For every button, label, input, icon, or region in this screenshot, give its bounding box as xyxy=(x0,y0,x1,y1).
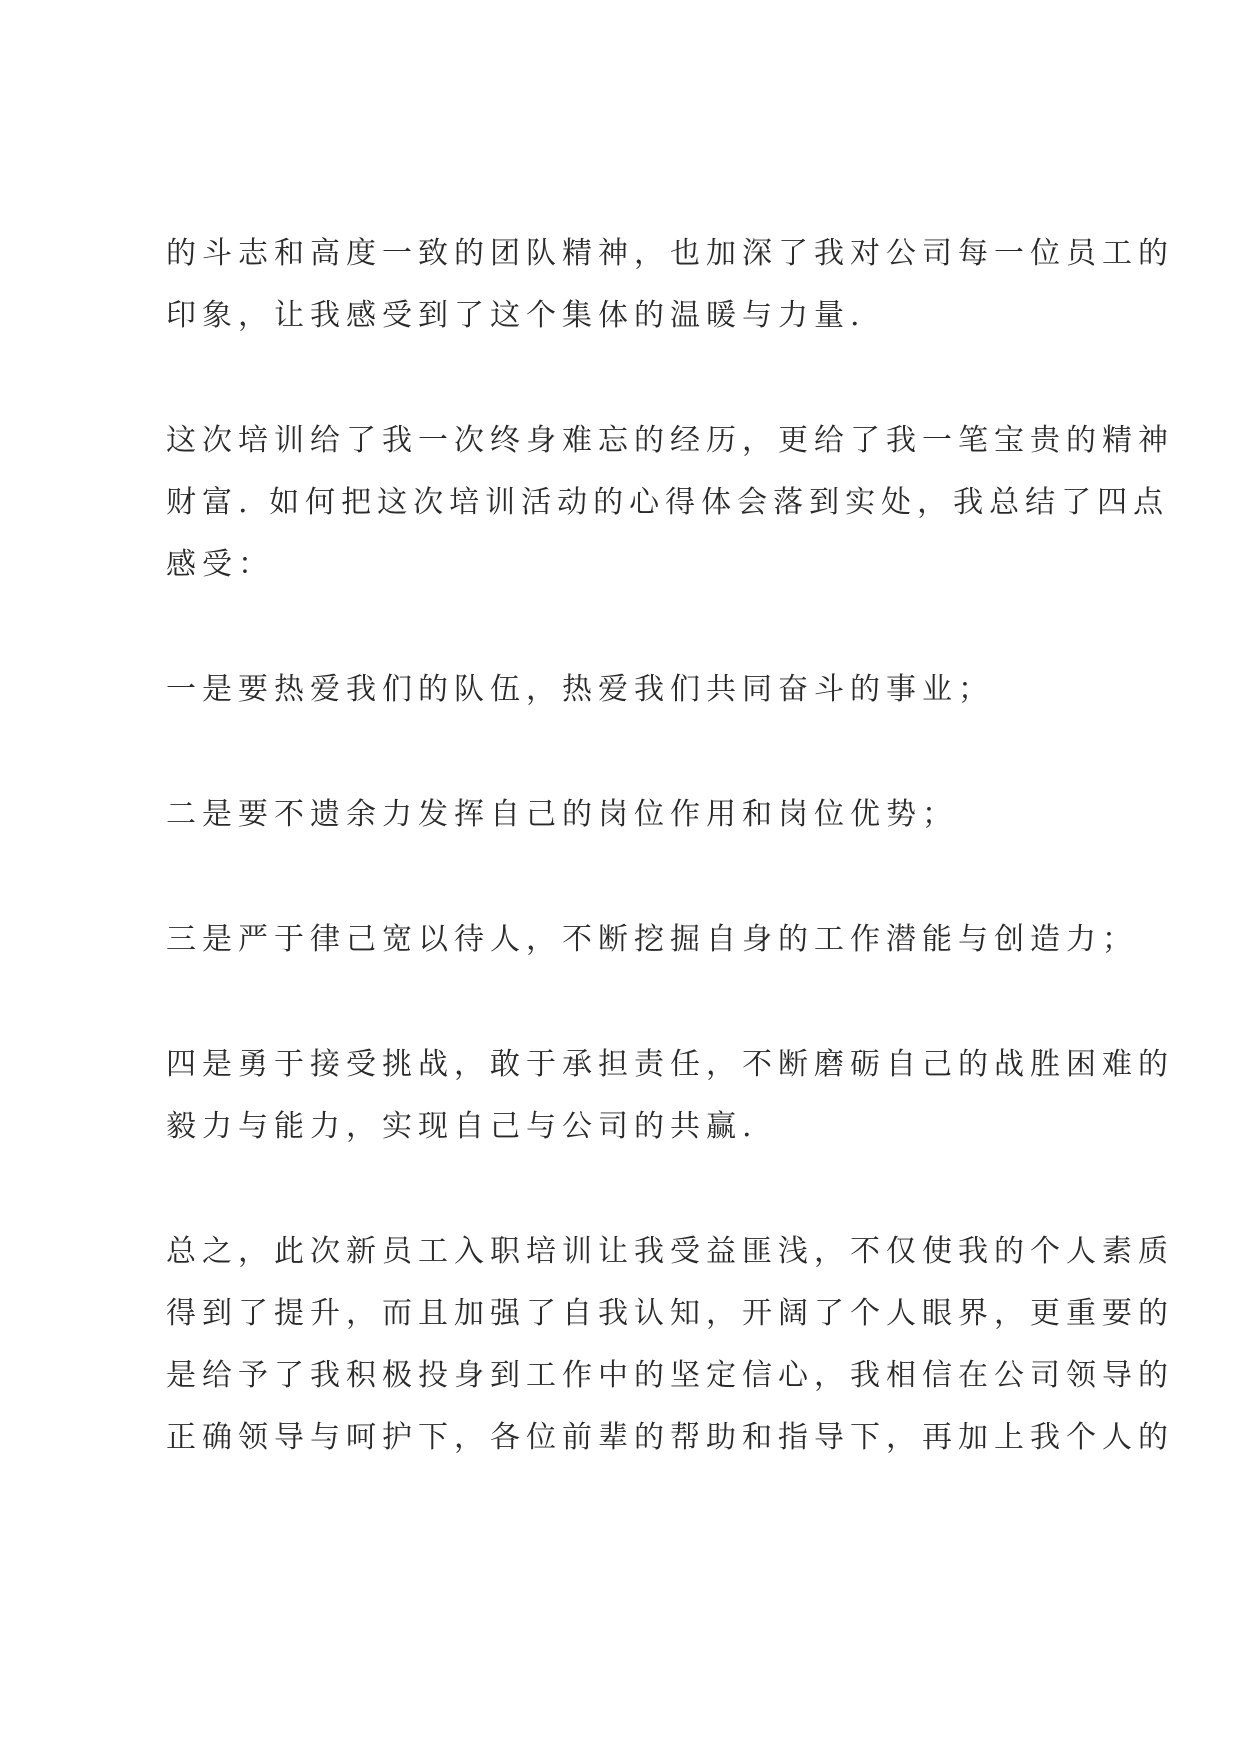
text-line: 的斗志和高度一致的团队精神，也加深了我对公司每一位员工的 xyxy=(166,236,1174,271)
paragraph-conclusion xyxy=(166,1221,1174,1469)
paragraph-point-four xyxy=(166,1034,1174,1158)
text-line: 得到了提升，而且加强了自我认知，开阔了个人眼界，更重要的 xyxy=(166,1296,1174,1331)
text-line: 这次培训给了我一次终身难忘的经历，更给了我一笔宝贵的精神 xyxy=(166,423,1174,458)
text-line: 四是勇于接受挑战，敢于承担责任，不断磨砺自己的战胜困难的 xyxy=(166,1047,1174,1082)
text-line: 毅力与能力，实现自己与公司的共赢. xyxy=(166,1109,758,1144)
paragraph-point-two xyxy=(166,784,1091,846)
text-line: 是给予了我积极投身到工作中的坚定信心，我相信在公司领导的 xyxy=(166,1358,1174,1393)
document-body xyxy=(166,223,1174,1469)
paragraph-point-one xyxy=(166,659,1091,721)
paragraph-point-three xyxy=(166,909,1138,971)
text-line: 印象，让我感受到了这个集体的温暖与力量. xyxy=(166,298,866,333)
text-line: 总之，此次新员工入职培训让我受益匪浅，不仅使我的个人素质 xyxy=(166,1234,1174,1269)
text-line: 正确领导与呵护下，各位前辈的帮助和指导下，再加上我个人的 xyxy=(166,1420,1174,1455)
text-line: 财富. 如何把这次培训活动的心得体会落到实处，我总结了四点 xyxy=(166,485,1170,520)
paragraph-training-experience xyxy=(166,410,1174,596)
text-line: 二是要不遗余力发挥自己的岗位作用和岗位优势； xyxy=(166,797,958,832)
text-line: 三是严于律己宽以待人，不断挖掘自身的工作潜能与创造力； xyxy=(166,922,1138,957)
text-line: 感受： xyxy=(166,547,274,582)
text-line: 一是要热爱我们的队伍，热爱我们共同奋斗的事业； xyxy=(166,672,994,707)
paragraph-team-spirit xyxy=(166,223,1174,347)
